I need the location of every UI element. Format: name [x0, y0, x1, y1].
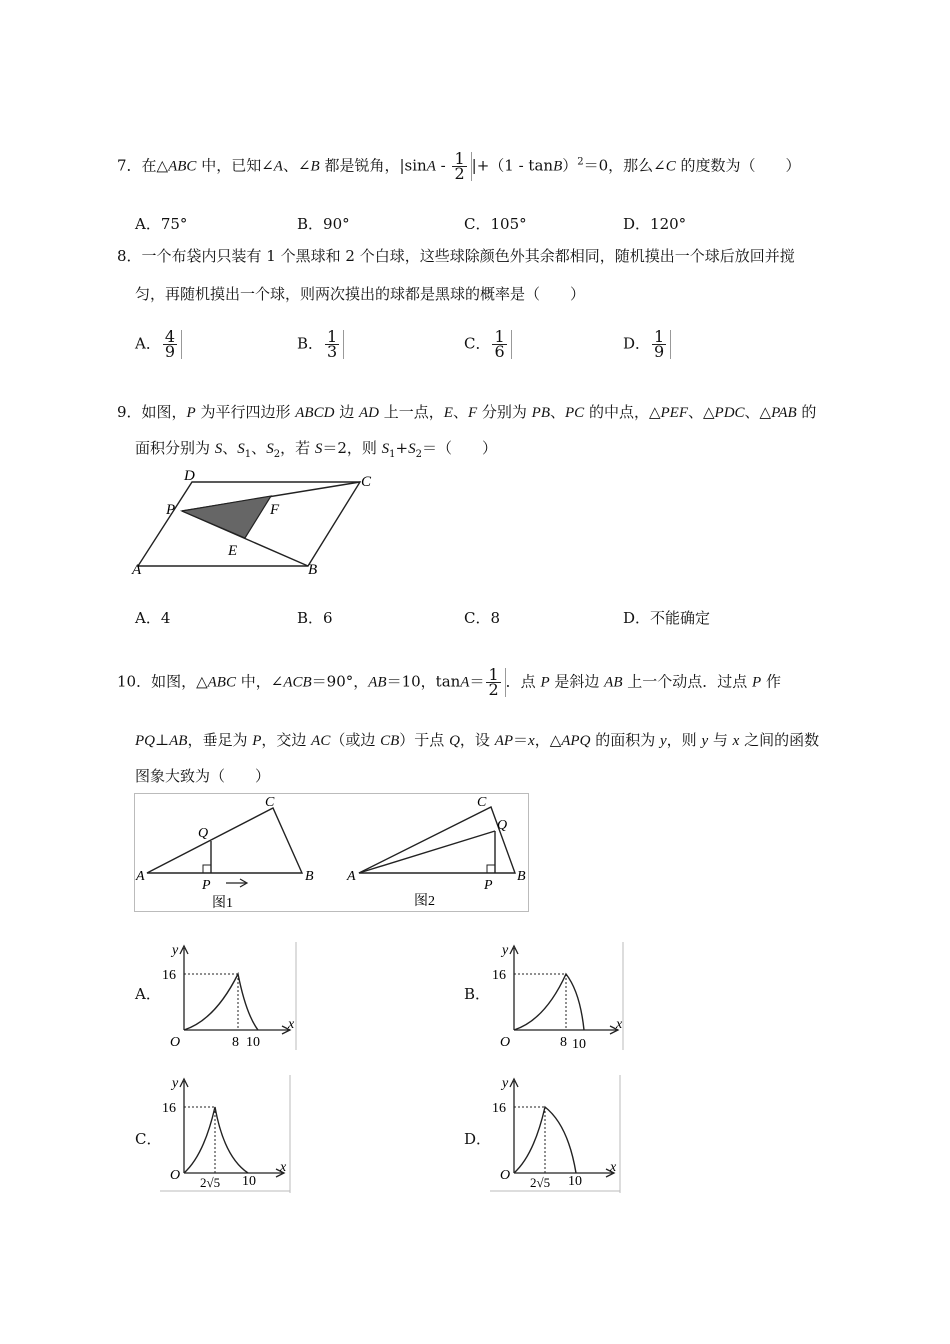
label-a: A: [132, 562, 142, 578]
svg-text:8: 8: [232, 1035, 239, 1050]
label-e: E: [228, 543, 238, 559]
q10-line2-segment: ）于点: [399, 731, 450, 749]
svg-text:2√5: 2√5: [530, 1175, 551, 1190]
svg-text:C: C: [477, 795, 487, 810]
q10-line2-segment: ，△: [534, 731, 562, 749]
fig1-right-angle-mark: [203, 865, 211, 873]
svg-text:Q: Q: [497, 818, 508, 833]
svg-text:x: x: [610, 1160, 617, 1175]
graph-curve: [184, 1107, 248, 1173]
q10-line2-segment: ，设: [459, 731, 495, 749]
svg-text:y: y: [502, 943, 509, 958]
q10-line2-segment: AP: [494, 733, 514, 749]
q10-line2-segment: 与: [708, 731, 733, 749]
q10-line2-segment: AB: [169, 733, 188, 749]
fig2-segment-aq: [359, 831, 495, 873]
q7-option-a: A．75°: [135, 215, 188, 233]
svg-text:A: A: [347, 869, 356, 884]
svg-text:16: 16: [162, 968, 176, 983]
q10-line2-segment: ⊥: [155, 731, 170, 749]
svg-text:B: B: [305, 869, 314, 884]
svg-text:P: P: [484, 878, 493, 893]
q10-line2-segment: x: [732, 733, 740, 749]
label-f: F: [270, 502, 280, 518]
svg-text:B: B: [517, 869, 526, 884]
q7-option-b: B．90°: [297, 215, 350, 233]
q10-line2-segment: AC: [311, 733, 331, 749]
q10-option-c-graph: [160, 1075, 292, 1193]
svg-text:10: 10: [572, 1037, 586, 1050]
q9-option-d: D．不能确定: [623, 609, 711, 627]
svg-text:8: 8: [560, 1035, 567, 1050]
q8-stem-line1: 8．一个布袋内只装有 1 个黑球和 2 个白球，这些球除颜色外其余都相同，随机摸出一个球后放回并搅: [117, 247, 795, 265]
svg-text:O: O: [500, 1035, 511, 1050]
q10-option-d-graph: [490, 1075, 622, 1193]
fig2-caption: 图2: [414, 894, 435, 909]
fig1-caption: 图1: [212, 896, 233, 911]
graph-curve: [514, 974, 584, 1030]
q10-line2-segment: PQ: [135, 733, 155, 749]
label-p: P: [166, 502, 176, 518]
svg-text:16: 16: [162, 1101, 176, 1116]
svg-text:10: 10: [246, 1035, 260, 1050]
fig1-triangle-abc: [147, 808, 302, 873]
q9-option-b: B．6: [297, 609, 333, 627]
svg-text:16: 16: [492, 968, 506, 983]
figure-1: [135, 795, 314, 911]
q7-option-c: C．105°: [464, 215, 527, 233]
q10-stem-line1: 10．如图，△ABC 中，∠ACB＝90°，AB＝10，tanA＝ $\frac{1}{2}$ ．点 P 是斜边 AB 上一个动点．过点 P 作: [117, 665, 781, 699]
q10-line2-segment: y: [701, 733, 709, 749]
q10-line2-segment: P: [252, 733, 262, 749]
q10-triangle-figures: [134, 793, 530, 913]
svg-text:P: P: [202, 878, 211, 893]
svg-text:O: O: [170, 1035, 181, 1050]
q10-line2-segment: APQ: [561, 733, 591, 749]
q8-option-a: A． $\frac{4}{9}$: [135, 330, 182, 359]
svg-text:16: 16: [492, 1101, 506, 1116]
q10-line2-segment: y: [659, 733, 667, 749]
fig2-right-angle-mark: [487, 865, 495, 873]
q10-option-b-graph: [490, 942, 626, 1050]
q9-stem-line2: 面积分别为 S、$S_1$、$S_2$，若 S＝2，则 $S_1+S_2=$（ ）: [135, 439, 497, 460]
fig2-triangle-abc: [359, 807, 515, 873]
triangle-pef-shaded: [182, 496, 271, 538]
q10-line2-segment: （或边: [330, 731, 381, 749]
svg-text:Q: Q: [198, 826, 209, 841]
q10-option-d-label: D．: [464, 1130, 492, 1148]
q7-stem: 7．在△ABC 中，已知∠A、∠B 都是锐角，|sinA - $\frac{1}{2}$ |+（1 - tanB）$^2$＝0，那么∠C 的度数为（ ）: [117, 149, 801, 183]
q10-line2-segment: ，交边: [261, 731, 312, 749]
svg-text:y: y: [502, 1076, 509, 1091]
q7-number: 7．: [117, 156, 142, 175]
graph-curve: [184, 974, 258, 1030]
q9-parallelogram-figure: [130, 466, 380, 578]
q10-line2-segment: ，垂足为: [187, 731, 253, 749]
label-d: D: [184, 468, 195, 484]
q9-option-c: C．8: [464, 609, 501, 627]
svg-text:C: C: [265, 795, 275, 810]
q10-fraction: $\frac{1}{2}$: [484, 668, 505, 697]
label-b: B: [308, 562, 318, 578]
q9-stem-line1: 9．如图，P 为平行四边形 ABCD 边 AD 上一点，E、F 分别为 PB、PC 的中点，△PEF、△PDC、△PAB 的: [117, 403, 817, 421]
q10-line2-segment: 的面积为: [590, 731, 660, 749]
svg-text:2√5: 2√5: [200, 1175, 221, 1190]
label-c: C: [361, 474, 372, 490]
q8-option-b: B． $\frac{1}{3}$: [297, 330, 344, 359]
q10-line2-segment: ＝: [513, 731, 529, 749]
q10-option-a-label: A．: [135, 985, 161, 1003]
q10-line2-segment: Q: [449, 733, 460, 749]
svg-text:10: 10: [568, 1174, 582, 1189]
q7-fraction: $\frac{1}{2}$: [450, 152, 471, 181]
q10-line2-segment: CB: [380, 733, 400, 749]
svg-text:O: O: [500, 1168, 511, 1183]
q10-line2-segment: x: [528, 733, 535, 749]
q7-option-d: D．120°: [623, 215, 687, 233]
svg-text:x: x: [616, 1017, 623, 1032]
q10-stem-line3: 图象大致为（ ）: [135, 767, 271, 785]
svg-text:x: x: [280, 1160, 287, 1175]
q10-option-a-graph: [160, 942, 298, 1050]
q8-option-c: C． $\frac{1}{6}$: [464, 330, 512, 359]
q8-stem-line2: 匀，再随机摸出一个球，则两次摸出的球都是黑球的概率是（ ）: [135, 285, 586, 303]
svg-text:x: x: [288, 1017, 295, 1032]
figure-2: [346, 795, 526, 909]
q10-option-b-label: B．: [464, 985, 491, 1003]
q9-option-a: A．4: [135, 609, 171, 627]
svg-text:O: O: [170, 1168, 181, 1183]
q8-option-d: D． $\frac{1}{9}$: [623, 330, 671, 359]
svg-text:10: 10: [242, 1174, 256, 1189]
svg-text:y: y: [172, 1076, 179, 1091]
svg-text:y: y: [172, 943, 179, 958]
q10-option-c-label: C．: [135, 1130, 162, 1148]
svg-text:A: A: [136, 869, 145, 884]
q10-stem-line2: [135, 730, 819, 751]
q10-line2-segment: ，则: [666, 731, 702, 749]
q10-line2-segment: 之间的函数: [739, 731, 820, 749]
